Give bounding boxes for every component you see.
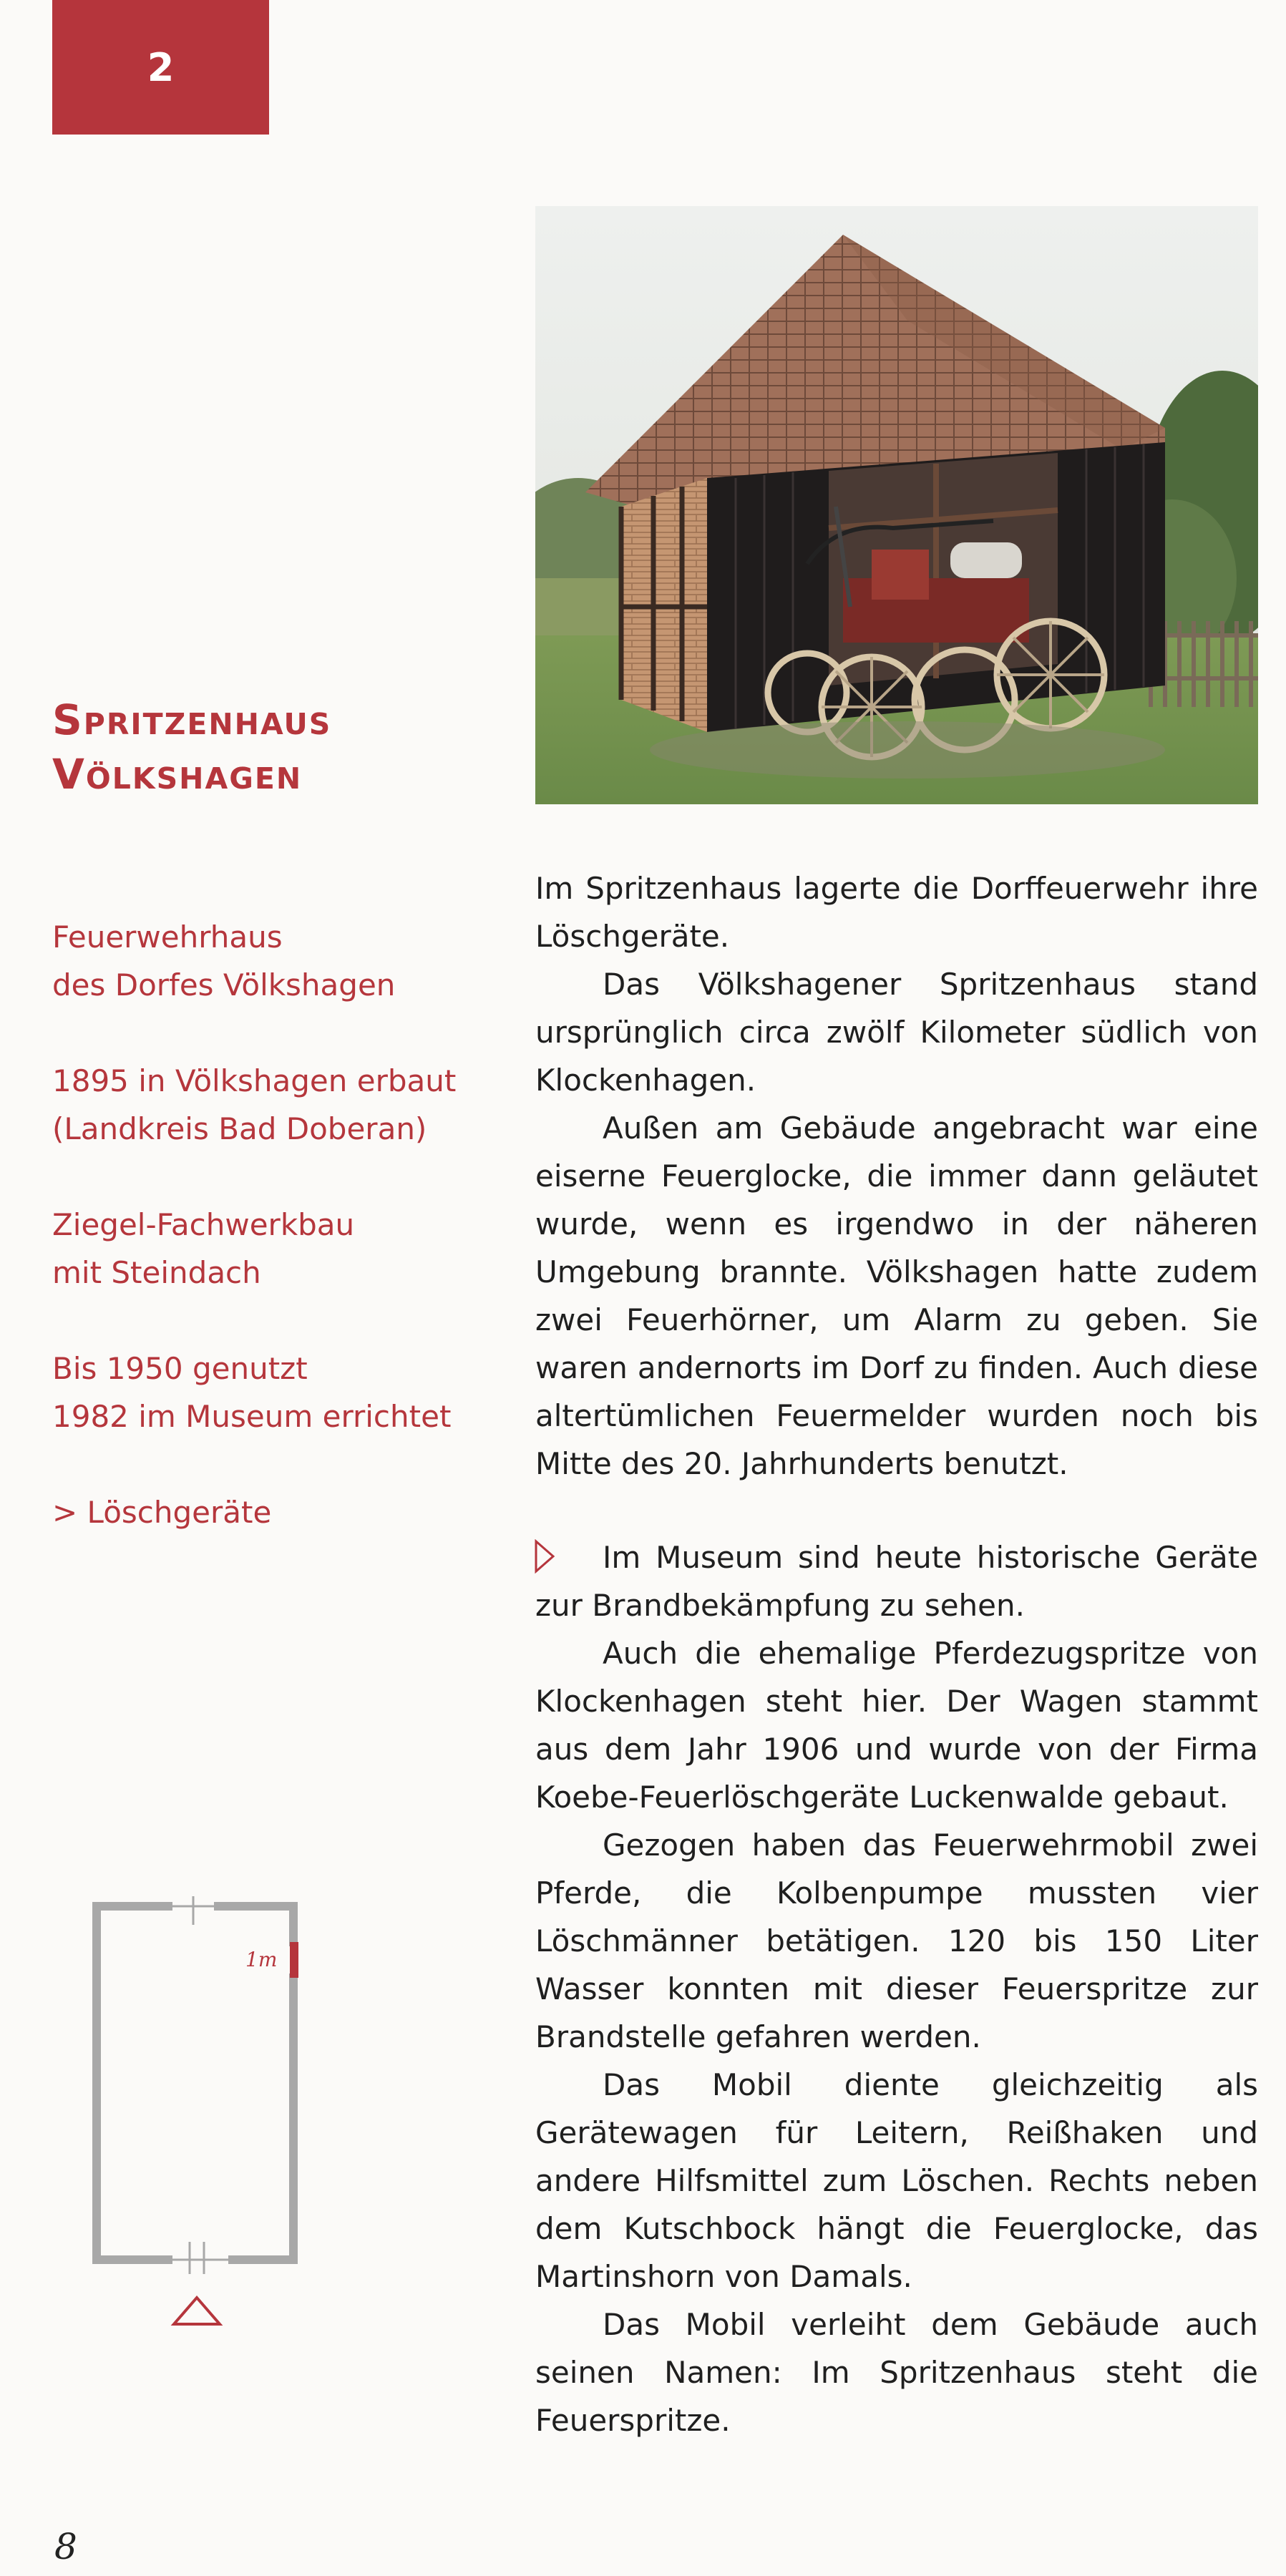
paragraph-2: Das Völkshagener Spritzenhaus stand ursprünglich circa zwölf Kilometer südlich von Klockenhagen. <box>535 967 1258 1098</box>
floor-plan <box>89 1895 304 2338</box>
paragraph-4-wrapper <box>535 1533 1258 1629</box>
fact-line: (Landkreis Bad Doberan) <box>52 1111 427 1146</box>
triangle-up-outline-icon <box>174 2298 220 2324</box>
body-text <box>535 864 1258 2444</box>
title-line-2: Völkshagen <box>52 750 303 799</box>
link-loeschgeraete[interactable]: > Löschgeräte <box>52 1495 272 1530</box>
paragraph-6: Gezogen haben das Feuerwehrmobil zwei Pferde, die Kolbenpumpe mussten vier Löschmänner betätigen. 120 bis 150 Liter Wasser konnten mit dieser Feuerspritze zur Brandstelle gefahren werden. <box>535 1828 1258 2054</box>
facts-sidebar <box>52 913 525 1536</box>
fact-line: Ziegel-Fachwerkbau <box>52 1207 355 1242</box>
paragraph-3: Außen am Gebäude angebracht war eine eiserne Feuerglocke, die immer dann geläutet wurde, wenn es irgendwo in der näheren Umgebung brannte. Völkshagen hatte zudem zwei Feuerhörner, um Alarm zu geben. Sie waren andernorts im Dorf zu finden. Auch diese altertümlichen Feuermelder wurden noch bis Mitte des 20. Jahrhunderts benutzt. <box>535 1111 1258 1481</box>
facts-group-building <box>52 913 525 1009</box>
paragraph-1: Im Spritzenhaus lagerte die Dorffeuerwehr ihre Löschgeräte. <box>535 871 1258 954</box>
floor-plan-drawing <box>89 1895 304 2338</box>
triangle-right-outline-icon <box>534 1539 555 1574</box>
page-number: 8 <box>54 2526 77 2567</box>
page-title <box>52 693 510 801</box>
photo-illustration <box>535 206 1258 804</box>
fact-line: 1982 im Museum errichtet <box>52 1399 452 1434</box>
paragraph-7: Das Mobil diente gleichzeitig als Gerätewagen für Leitern, Reißhaken und andere Hilfsmittel zum Löschen. Rechts neben dem Kutschbock hängt die Feuerglocke, das Martinshorn von Damals. <box>535 2067 1258 2294</box>
fact-line: Bis 1950 genutzt <box>52 1351 308 1386</box>
title-line-1: Spritzenhaus <box>52 696 332 744</box>
paragraph-8: Das Mobil verleiht dem Gebäude auch seinen Namen: Im Spritzenhaus steht die Feuerspritze. <box>535 2307 1258 2438</box>
fact-line: Feuerwehrhaus <box>52 919 283 955</box>
facts-group-history <box>52 1345 525 1440</box>
scale-label: 1m <box>245 1948 278 1971</box>
facts-group-built <box>52 1057 525 1153</box>
paragraph-4: Im Museum sind heute historische Geräte zur Brandbekämpfung zu sehen. <box>535 1540 1258 1623</box>
chapter-number-badge <box>52 0 269 135</box>
fact-line: mit Steindach <box>52 1255 261 1290</box>
photo-spritzenhaus <box>535 206 1258 804</box>
paragraph-5: Auch die ehemalige Pferdezugspritze von Klockenhagen steht hier. Der Wagen stammt aus dem Jahr 1906 und wurde von der Firma Koebe-Feuerlöschgeräte Luckenwalde gebaut. <box>535 1636 1258 1815</box>
fact-line: des Dorfes Völkshagen <box>52 967 396 1002</box>
chapter-number: 2 <box>147 44 175 90</box>
facts-group-construction <box>52 1201 525 1297</box>
fact-line: 1895 in Völkshagen erbaut <box>52 1063 457 1098</box>
